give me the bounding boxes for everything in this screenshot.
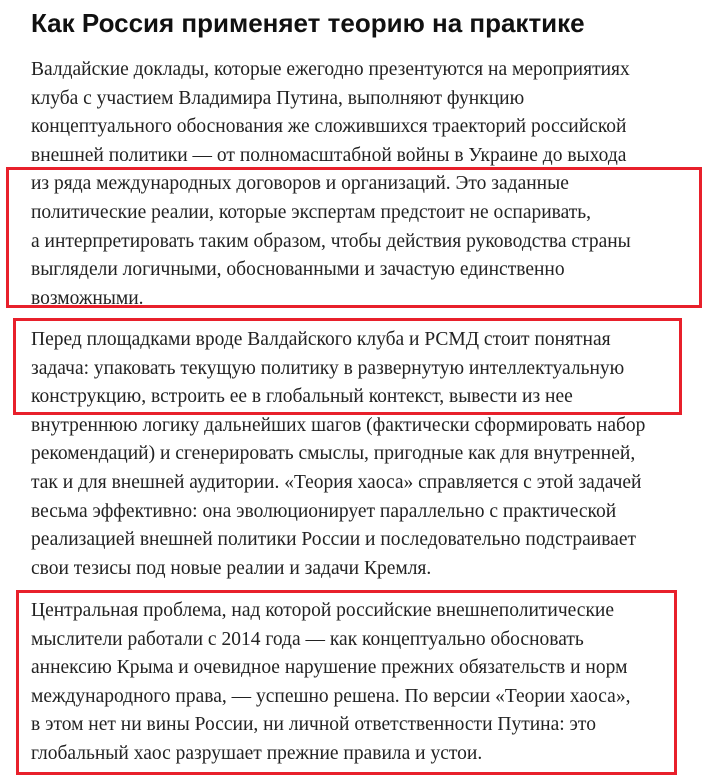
text-line: реализацией внешней политики России и последовательно подстраивает — [31, 529, 637, 551]
text-line: выглядели логичными, обоснованными и зачастую единственно — [31, 259, 565, 281]
text-line: весьма эффективно: она эволюционирует параллельно с практической — [31, 500, 617, 522]
text-line: рекомендаций) и сгенерировать смыслы, пригодные как для внутренней, — [31, 443, 636, 465]
text-line: конструкцию, встроить ее в глобальный контекст, вывести из нее — [31, 386, 573, 408]
article-heading: Как Россия применяет теорию на практике — [31, 8, 585, 38]
text-line: так и для внешней аудитории. «Теория хаоса» справляется с этой задачей — [31, 471, 642, 493]
text-line: задача: упаковать текущую политику в развернутую интеллектуальную — [31, 357, 625, 379]
text-line: Валдайские доклады, которые ежегодно презентуются на мероприятиях — [31, 59, 630, 80]
text-line: а интерпретировать таким образом, чтобы действия руководства страны — [31, 230, 631, 252]
text-line: в этом нет ни вины России, ни личной ответственности Путина: это — [31, 714, 596, 736]
text-line: внутреннюю логику дальнейших шагов (фактически сформировать набор — [31, 414, 646, 436]
paragraph-2 — [31, 326, 716, 583]
text-line: из ряда международных договоров и организаций. Это заданные — [31, 173, 569, 195]
paragraph-1 — [31, 56, 716, 313]
text-line: аннексию Крыма и очевидное нарушение прежних обязательств и норм — [31, 657, 628, 679]
text-line: концептуального обоснования же сложившихся траекторий российской — [31, 116, 627, 138]
text-line: Перед площадками вроде Валдайского клуба и РСМД стоит понятная — [31, 329, 611, 350]
text-line: внешней политики — от полномасштабной войны в Украине до выхода — [31, 144, 627, 166]
text-line: глобальный хаос разрушает прежние правила и устои. — [31, 742, 483, 764]
text-line: Центральная проблема, над которой российские внешнеполитические — [31, 600, 615, 621]
text-line: мыслители работали с 2014 года — как концептуально обосновать — [31, 628, 584, 650]
text-line: международного права, — успешно решена. По версии «Теории хаоса», — [31, 685, 631, 707]
text-line: клуба с участием Владимира Путина, выполняют функцию — [31, 87, 525, 109]
text-line: свои тезисы под новые реалии и задачи Кремля. — [31, 557, 432, 579]
paragraph-3 — [31, 597, 716, 769]
text-line: политические реалии, которые экспертам предстоит не оспаривать, — [31, 201, 592, 223]
text-line: возможными. — [31, 287, 144, 309]
